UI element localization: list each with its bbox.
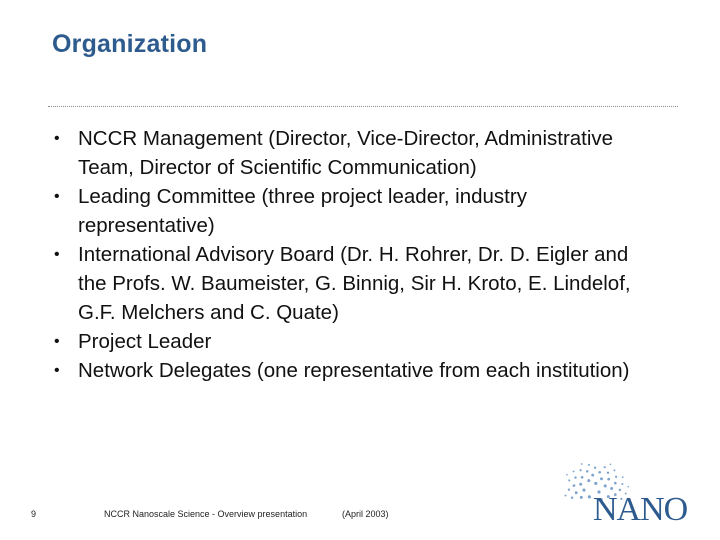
logo-dot (615, 476, 617, 478)
logo-dot (610, 463, 612, 465)
logo-dot (575, 491, 578, 494)
nano-logo-icon (563, 462, 693, 528)
logo-dot (568, 479, 570, 481)
bullet-text: NCCR Management (Director, Vice-Director, Administrative Team, Director of Scientific Communication) (78, 127, 614, 179)
bullet-dot: • (54, 188, 60, 205)
logo-dot (607, 478, 610, 481)
logo-dot (591, 474, 594, 477)
logo-dot (594, 482, 597, 485)
title-divider (48, 106, 678, 107)
bullet-text: International Advisory Board (Dr. H. Rohrer, Dr. D. Eigler and the Profs. W. Baumeister, G. Binnig, Sir H. Kroto, E. Lindelof, G.F. Melchers and C. Quate) (78, 243, 631, 324)
bullet-item (52, 124, 652, 182)
logo-dot (598, 471, 601, 474)
bullet-item (52, 240, 652, 327)
logo-dot (614, 482, 617, 485)
footer-presentation-title: NCCR Nanoscale Science - Overview presentation (104, 509, 308, 519)
logo-dot (588, 464, 590, 466)
logo-dot (594, 467, 596, 469)
bullet-list (52, 124, 652, 385)
logo-dot (586, 470, 589, 473)
logo-dot (581, 476, 584, 479)
page-number: 9 (31, 509, 37, 519)
bullet-dot: • (54, 246, 60, 263)
logo-dot (568, 489, 570, 491)
bullet-text: Network Delegates (one representative from each institution) (78, 359, 630, 382)
bullet-text: Leading Committee (three project leader, industry representative) (78, 185, 527, 237)
logo-dot (607, 472, 609, 474)
logo-dot (574, 476, 576, 478)
bullet-dot: • (54, 333, 60, 350)
logo-dot (600, 477, 603, 480)
bullet-text: Project Leader (78, 330, 212, 353)
logo-dot (610, 487, 613, 490)
logo-dot (587, 479, 590, 482)
logo-dot (573, 470, 575, 472)
logo-dot (573, 484, 576, 487)
footer-date: (April 2003) (342, 509, 389, 519)
logo-dot (566, 474, 568, 476)
logo-dot (613, 469, 615, 471)
logo-dot (588, 495, 591, 498)
bullet-item (52, 356, 652, 385)
logo-dot (580, 496, 583, 499)
logo-dot (579, 469, 581, 471)
logo-dot (581, 463, 583, 465)
logo-dot (604, 484, 607, 487)
logo-dot (621, 483, 623, 485)
logo-dot (622, 476, 624, 478)
logo-dot (627, 486, 629, 488)
logo-dot (582, 489, 585, 492)
logo-text: NANO (593, 491, 688, 528)
bullet-item (52, 327, 652, 356)
bullet-item (52, 182, 652, 240)
bullet-dot: • (54, 130, 60, 147)
logo-dot (571, 496, 573, 498)
slide-title: Organization (52, 30, 208, 58)
logo-dot (579, 483, 582, 486)
logo-dot (565, 495, 567, 497)
bullet-dot: • (54, 362, 60, 379)
logo-dot (604, 466, 606, 468)
